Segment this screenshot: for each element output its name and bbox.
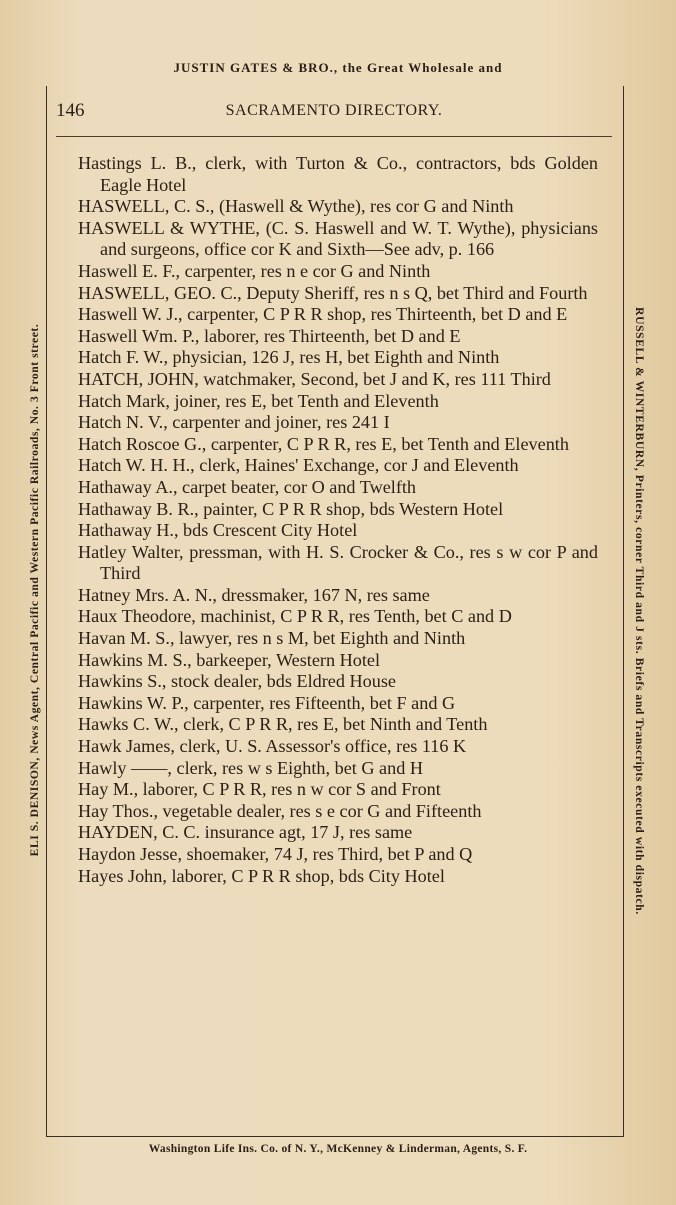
directory-entry: Hathaway B. R., painter, C P R R shop, bds Western Hotel [78, 498, 504, 519]
page-number: 146 [56, 100, 85, 121]
directory-entry: Hawkins S., stock dealer, bds Eldred House [78, 671, 396, 692]
left-margin [26, 190, 44, 990]
directory-entry: Hastings L. B., clerk, with Turton & Co., contractors, bds Golden Eagle Hotel [78, 153, 598, 195]
directory-entry: Hawkins M. S., barkeeper, Western Hotel [78, 649, 381, 670]
directory-entry: Hatch F. W., physician, 126 J, res H, bet Eighth and Ninth [78, 347, 500, 368]
directory-entry: Hatch W. H. H., clerk, Haines' Exchange, cor J and Eleventh [78, 455, 519, 476]
directory-entry: Hawk James, clerk, U. S. Assessor's office, res 116 K [78, 736, 467, 757]
directory-entry: Hatch Roscoe G., carpenter, C P R R, res E, bet Tenth and Eleventh [78, 433, 569, 454]
directory-entry: Hay M., laborer, C P R R, res n w cor S and Front [78, 779, 441, 800]
directory-entry: Haswell Wm. P., laborer, res Thirteenth, bet D and E [78, 325, 461, 346]
directory-entry: HASWELL & WYTHE, (C. S. Haswell and W. T. Wythe), physicians and surgeons, office cor K and Sixth—See adv, p. 166 [78, 217, 598, 260]
directory-entry: Hayes John, laborer, C P R R shop, bds City Hotel [78, 865, 445, 886]
directory-entries [78, 153, 598, 887]
directory-entry: Havan M. S., lawyer, res n s M, bet Eighth and Ninth [78, 628, 466, 649]
directory-entry: Hawkins W. P., carpenter, res Fifteenth, bet F and G [78, 692, 456, 713]
directory-entry: HASWELL, C. S., (Haswell & Wythe), res cor G and Ninth [78, 196, 514, 217]
directory-entry: Hatney Mrs. A. N., dressmaker, 167 N, res same [78, 584, 430, 605]
page-header [56, 100, 612, 130]
directory-entry: Hatch N. V., carpenter and joiner, res 241 I [78, 412, 390, 433]
directory-entry: Haswell W. J., carpenter, C P R R shop, res Thirteenth, bet D and E [78, 304, 568, 325]
directory-entry: Hatley Walter, pressman, with H. S. Crocker & Co., res s w cor P and Third [78, 541, 598, 584]
running-title: SACRAMENTO DIRECTORY. [225, 102, 443, 119]
directory-entry: Haydon Jesse, shoemaker, 74 J, res Third, bet P and Q [78, 844, 473, 864]
bottom-advertisement: Washington Life Ins. Co. of N. Y., McKenney & Linderman, Agents, S. F. [148, 1143, 528, 1155]
directory-entry: Hathaway H., bds Crescent City Hotel [78, 520, 358, 541]
directory-entry: Hay Thos., vegetable dealer, res s e cor G and Fifteenth [78, 800, 482, 821]
directory-entry: Hawly ——, clerk, res w s Eighth, bet G and H [78, 757, 423, 778]
directory-entry: HATCH, JOHN, watchmaker, Second, bet J and K, res 111 Third [78, 368, 551, 389]
right-margin [630, 176, 648, 1046]
directory-entry: Hathaway A., carpet beater, cor O and Twelfth [78, 476, 417, 497]
directory-entry: HAYDEN, C. C. insurance agt, 17 J, res same [78, 822, 413, 843]
directory-entry: Hatch Mark, joiner, res E, bet Tenth and Eleventh [78, 390, 439, 411]
left-margin-advertisement: ELI S. DENISON, News Agent, Central Pacific and Western Pacific Railroads, No. 3 Front street. [28, 323, 41, 857]
top-advertisement: JUSTIN GATES & BRO., the Great Wholesale and [173, 60, 503, 75]
directory-entry: HASWELL, GEO. C., Deputy Sheriff, res n s Q, bet Third and Fourth [78, 282, 588, 303]
right-margin-advertisement: RUSSELL & WINTERBURN, Printers, corner Third and J sts. Briefs and Transcripts executed with dispatch. [633, 307, 646, 915]
header-rule [56, 136, 612, 137]
directory-entry: Haswell E. F., carpenter, res n e cor G and Ninth [78, 260, 431, 281]
directory-entry: Hawks C. W., clerk, C P R R, res E, bet Ninth and Tenth [78, 714, 488, 735]
directory-entry: Haux Theodore, machinist, C P R R, res Tenth, bet C and D [78, 606, 512, 627]
